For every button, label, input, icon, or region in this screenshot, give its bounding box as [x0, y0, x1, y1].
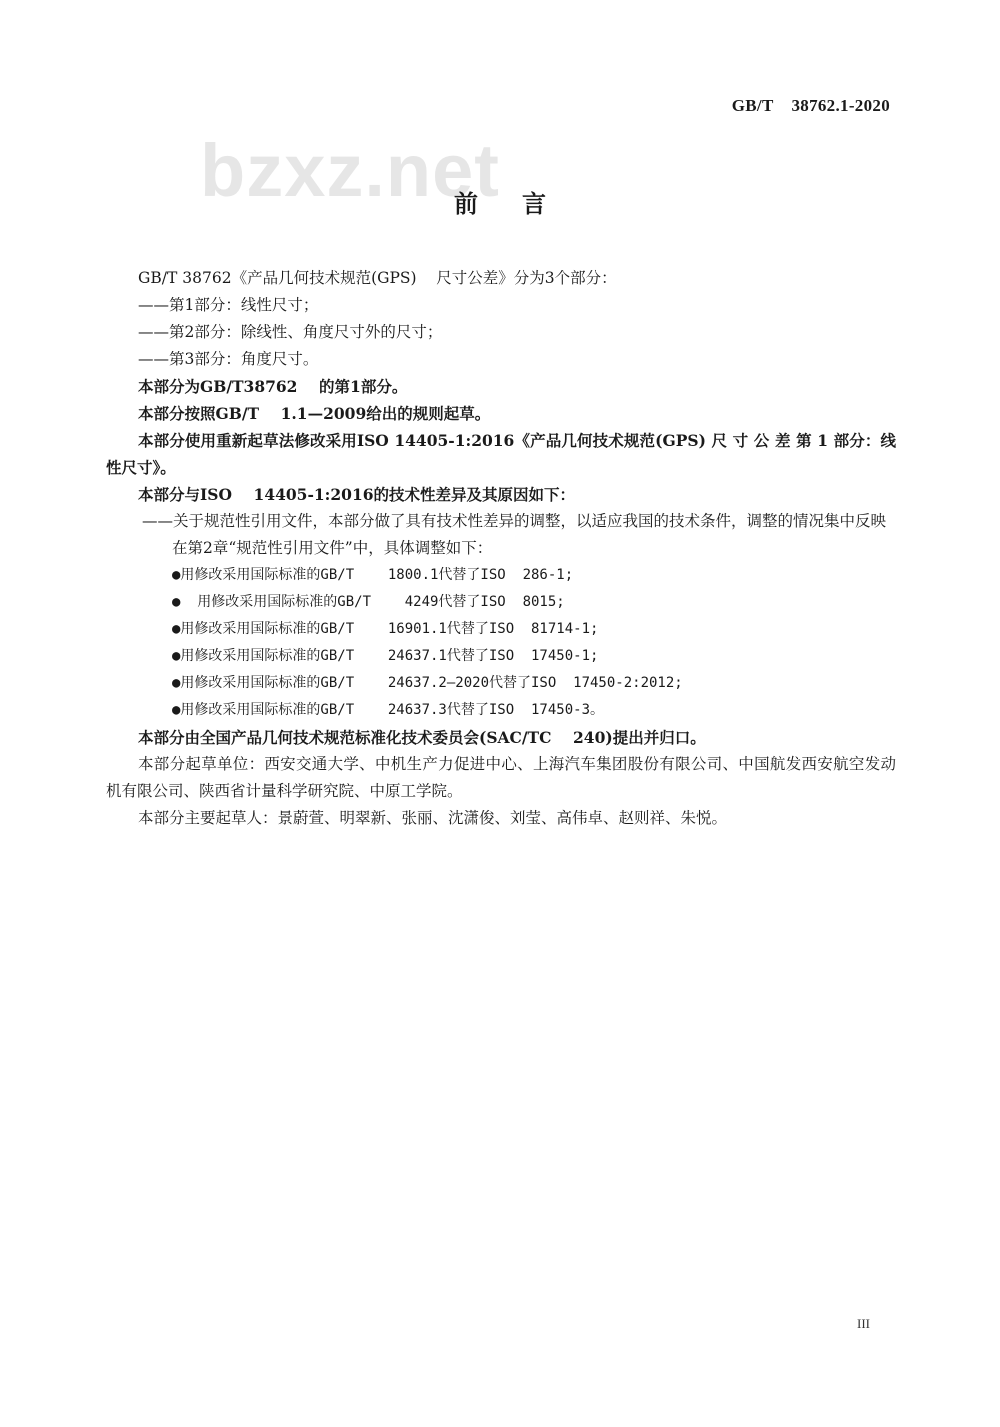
watermark: bzxz.net [200, 129, 500, 212]
adoption-paragraph: 本部分使用重新起草法修改采用ISO 14405-1:2016《产品几何技术规范(GPS) 尺 寸 公 差 第 1 部分：线性尺寸》。 [106, 431, 896, 477]
part-list-item: ——第1部分：线性尺寸； [138, 296, 319, 314]
page-number: III [857, 1316, 870, 1331]
page-title: 前言 [454, 190, 590, 218]
differences-paragraph: 本部分与ISO 14405-1:2016的技术性差异及其原因如下： [138, 485, 576, 504]
reference-bullet: ●用修改采用国际标准的GB/T 24637.3代替了ISO 17450-3。 [172, 702, 605, 718]
reference-bullet: ●用修改采用国际标准的GB/T 1800.1代替了ISO 286-1; [172, 567, 574, 583]
reference-bullet: ●用修改采用国际标准的GB/T 16901.1代替了ISO 81714-1; [172, 621, 599, 637]
proposed-by-paragraph: 本部分由全国产品几何技术规范标准化技术委员会(SAC/TC 240)提出并归口。 [138, 728, 706, 747]
part-list-item: ——第2部分：除线性、角度尺寸外的尺寸； [138, 323, 443, 341]
part-list-item: ——第3部分：角度尺寸。 [138, 350, 319, 368]
is-part-paragraph: 本部分为GB/T38762 的第1部分。 [138, 377, 408, 396]
drafting-units-paragraph: 本部分起草单位：西安交通大学、中机生产力促进中心、上海汽车集团股份有限公司、中国航发西安航空发动机有限公司、陕西省计量科学研究院、中原工学院。 [106, 755, 896, 800]
reference-bullet: ● 用修改采用国际标准的GB/T 4249代替了ISO 8015; [172, 594, 565, 610]
standard-code: GB/T 38762.1-2020 [731, 96, 890, 115]
drafting-rules-paragraph: 本部分按照GB/T 1.1—2009给出的规则起草。 [138, 404, 491, 423]
reference-bullet: ●用修改采用国际标准的GB/T 24637.1代替了ISO 17450-1; [172, 648, 599, 664]
reference-bullet: ●用修改采用国际标准的GB/T 24637.2—2020代替了ISO 17450-2:2012; [172, 675, 683, 691]
intro-paragraph: GB/T 38762《产品几何技术规范(GPS) 尺寸公差》分为3个部分： [138, 269, 617, 287]
difference-item: ——关于规范性引用文件，本部分做了具有技术性差异的调整，以适应我国的技术条件，调整的情况集中反映在第2章“规范性引用文件”中，具体调整如下： [142, 512, 887, 557]
foreword-body [106, 265, 896, 832]
drafters-paragraph: 本部分主要起草人：景蔚萱、明翠新、张丽、沈潇俊、刘莹、高伟卓、赵则祥、朱悦。 [138, 809, 728, 827]
